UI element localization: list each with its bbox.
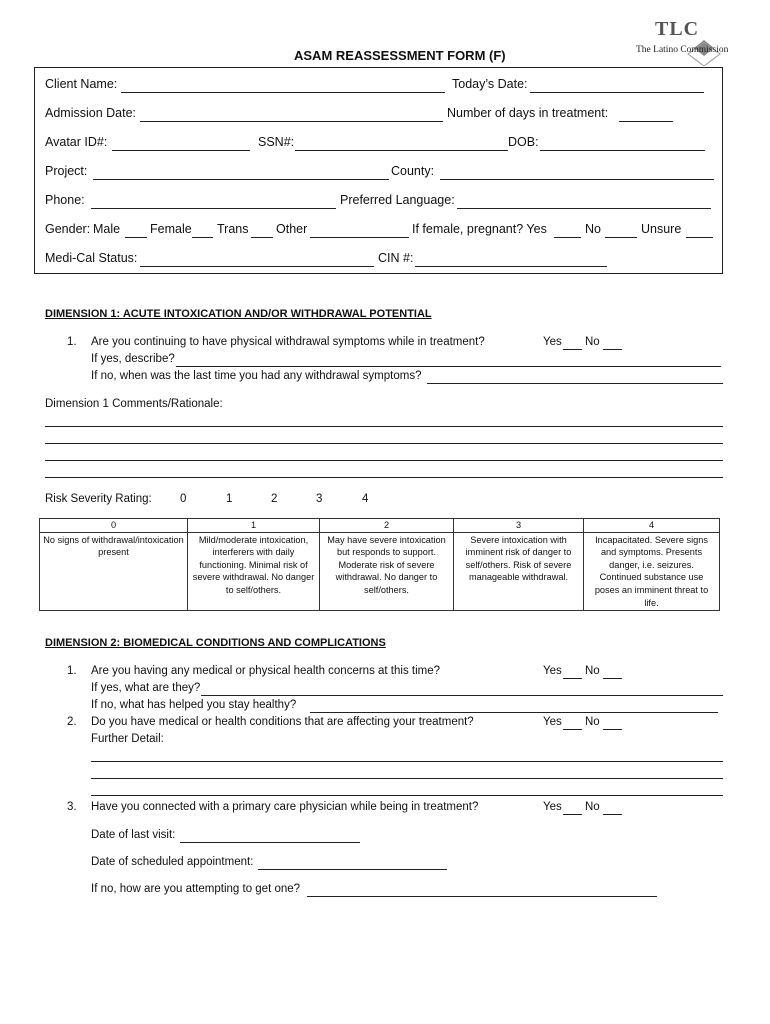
dim2-q1-yes-label: Yes (543, 665, 562, 677)
days-in-treatment-label: Number of days in treatment: (447, 106, 609, 120)
gender-label: Gender: (45, 222, 91, 236)
dim2-q3-if-no-field[interactable] (307, 896, 657, 897)
risk-option-0[interactable]: 0 (180, 493, 187, 505)
dim2-q3-if-no-label: If no, how are you attempting to get one? (91, 883, 301, 895)
dim2-q3-yes-field[interactable] (563, 814, 582, 815)
table-cell-1: Mild/moderate intoxication, interferers with daily functioning. Minimal risk of severe withdrawal. No danger to self/others. (188, 532, 320, 611)
dim2-q1-yes-field[interactable] (563, 678, 582, 679)
client-info-box (34, 67, 723, 274)
dim2-q3-no-field[interactable] (603, 814, 622, 815)
gender-male-label: Male (93, 222, 121, 236)
gender-female-field[interactable] (192, 237, 213, 238)
avatar-id-label: Avatar ID#: (45, 135, 108, 149)
days-in-treatment-field[interactable] (619, 121, 673, 122)
dim2-q2-text: Do you have medical or health conditions that are affecting your treatment? (91, 716, 474, 728)
todays-date-field[interactable] (530, 92, 704, 93)
dim2-q1-followup1-field[interactable] (201, 695, 723, 696)
project-field[interactable] (93, 179, 389, 180)
dim1-comments-label: Dimension 1 Comments/Rationale: (45, 398, 223, 410)
dim2-q3-yes-label: Yes (543, 801, 562, 813)
dim1-if-no-field[interactable] (427, 383, 723, 384)
dim1-comments-line-1[interactable] (45, 426, 723, 427)
dim2-q1-no-label: No (585, 665, 600, 677)
preferred-language-label: Preferred Language: (340, 193, 455, 207)
client-name-label: Client Name: (45, 77, 118, 91)
medical-status-field[interactable] (140, 266, 374, 267)
ssn-field[interactable] (295, 150, 508, 151)
project-label: Project: (45, 164, 88, 178)
last-visit-label: Date of last visit: (91, 829, 176, 841)
pregnant-unsure-label: Unsure (641, 222, 682, 236)
dim2-q1-no-field[interactable] (603, 678, 622, 679)
pregnant-unsure-field[interactable] (686, 237, 713, 238)
gender-female-label: Female (150, 222, 192, 236)
medical-status-label: Medi-Cal Status: (45, 251, 138, 265)
gender-trans-field[interactable] (251, 237, 273, 238)
preferred-language-field[interactable] (457, 208, 711, 209)
risk-option-4[interactable]: 4 (362, 493, 369, 505)
pregnant-yes-label: If female, pregnant? Yes (412, 222, 547, 236)
dim2-detail-line-2[interactable] (91, 778, 723, 779)
dim1-q1-no-label: No (585, 336, 600, 348)
page-title: ASAM REASSESSMENT FORM (F) (294, 48, 506, 63)
dim1-comments-line-4[interactable] (45, 477, 723, 478)
scheduled-appointment-label: Date of scheduled appointment: (91, 856, 254, 868)
dimension-2-heading: DIMENSION 2: BIOMEDICAL CONDITIONS AND COMPLICATIONS (45, 637, 386, 649)
dim2-q2-number: 2. (67, 716, 77, 728)
table-row (40, 532, 720, 611)
risk-severity-label: Risk Severity Rating: (45, 493, 152, 505)
dim2-q1-followup2-label: If no, what has helped you stay healthy? (91, 699, 297, 711)
county-field[interactable] (440, 179, 714, 180)
phone-field[interactable] (91, 208, 336, 209)
dim1-if-yes-field[interactable] (176, 366, 721, 367)
dim2-q2-no-label: No (585, 716, 600, 728)
organization-logo (628, 18, 728, 66)
dim2-q3-no-label: No (585, 801, 600, 813)
dob-field[interactable] (540, 150, 705, 151)
pregnant-yes-field[interactable] (554, 237, 581, 238)
phone-label: Phone: (45, 193, 85, 207)
dim1-if-no-label: If no, when was the last time you had any withdrawal symptoms? (91, 370, 422, 382)
table-header-1: 1 (188, 519, 320, 533)
dim2-further-detail-label: Further Detail: (91, 733, 164, 745)
dim2-q3-number: 3. (67, 801, 77, 813)
dim2-detail-line-3[interactable] (91, 795, 723, 796)
dim2-q2-yes-field[interactable] (563, 729, 582, 730)
table-cell-0: No signs of withdrawal/intoxication present (40, 532, 188, 611)
dim2-q2-yes-label: Yes (543, 716, 562, 728)
last-visit-field[interactable] (180, 842, 360, 843)
logo-subtitle: The Latino Commission (636, 45, 729, 55)
dim1-q1-number: 1. (67, 336, 77, 348)
cin-label: CIN #: (378, 251, 414, 265)
admission-date-label: Admission Date: (45, 106, 137, 120)
table-header-2: 2 (320, 519, 454, 533)
client-name-field[interactable] (121, 92, 445, 93)
dim2-q1-number: 1. (67, 665, 77, 677)
table-header-0: 0 (40, 519, 188, 533)
dim1-comments-line-2[interactable] (45, 443, 723, 444)
pregnant-no-field[interactable] (605, 237, 637, 238)
county-label: County: (391, 164, 435, 178)
gender-other-label: Other (276, 222, 308, 236)
risk-option-1[interactable]: 1 (226, 493, 233, 505)
avatar-id-field[interactable] (112, 150, 250, 151)
dim1-q1-text: Are you continuing to have physical withdrawal symptoms while in treatment? (91, 336, 485, 348)
dim2-q1-followup1-label: If yes, what are they? (91, 682, 201, 694)
table-header-3: 3 (454, 519, 584, 533)
scheduled-appointment-field[interactable] (258, 869, 447, 870)
risk-option-3[interactable]: 3 (316, 493, 323, 505)
dim1-q1-yes-field[interactable] (563, 349, 582, 350)
todays-date-label: Today’s Date: (452, 77, 528, 91)
dim2-q2-no-field[interactable] (603, 729, 622, 730)
pregnant-no-label: No (585, 222, 601, 236)
dimension-1-heading: DIMENSION 1: ACUTE INTOXICATION AND/OR WITHDRAWAL POTENTIAL (45, 308, 432, 320)
dim2-q3-text: Have you connected with a primary care physician while being in treatment? (91, 801, 479, 813)
table-cell-3: Severe intoxication with imminent risk of danger to self/others. Risk of severe manageable withdrawal. (454, 532, 584, 611)
logo-mark: TLC (655, 18, 700, 40)
gender-male-field[interactable] (125, 237, 147, 238)
gender-trans-label: Trans (217, 222, 249, 236)
dim2-detail-line-1[interactable] (91, 761, 723, 762)
gender-other-field[interactable] (310, 237, 409, 238)
dim1-q1-no-field[interactable] (603, 349, 622, 350)
admission-date-field[interactable] (140, 121, 443, 122)
table-cell-2: May have severe intoxication but responds to support. Moderate risk of severe withdrawal. No danger to self/others. (320, 532, 454, 611)
risk-option-2[interactable]: 2 (271, 493, 278, 505)
table-header-row (40, 519, 720, 533)
cin-field[interactable] (415, 266, 607, 267)
dim1-comments-line-3[interactable] (45, 460, 723, 461)
dim2-q1-text: Are you having any medical or physical health concerns at this time? (91, 665, 441, 677)
dim1-if-yes-label: If yes, describe? (91, 353, 175, 365)
dim2-q1-followup2-field[interactable] (310, 712, 718, 713)
dob-label: DOB: (508, 135, 539, 149)
dim1-q1-yes-label: Yes (543, 336, 562, 348)
table-header-4: 4 (584, 519, 720, 533)
table-cell-4: Incapacitated. Severe signs and symptoms. Presents danger, i.e. seizures. Continued substance use poses an imminent threat to life. (584, 532, 720, 611)
ssn-label: SSN#: (258, 135, 295, 149)
risk-severity-table (39, 518, 720, 611)
